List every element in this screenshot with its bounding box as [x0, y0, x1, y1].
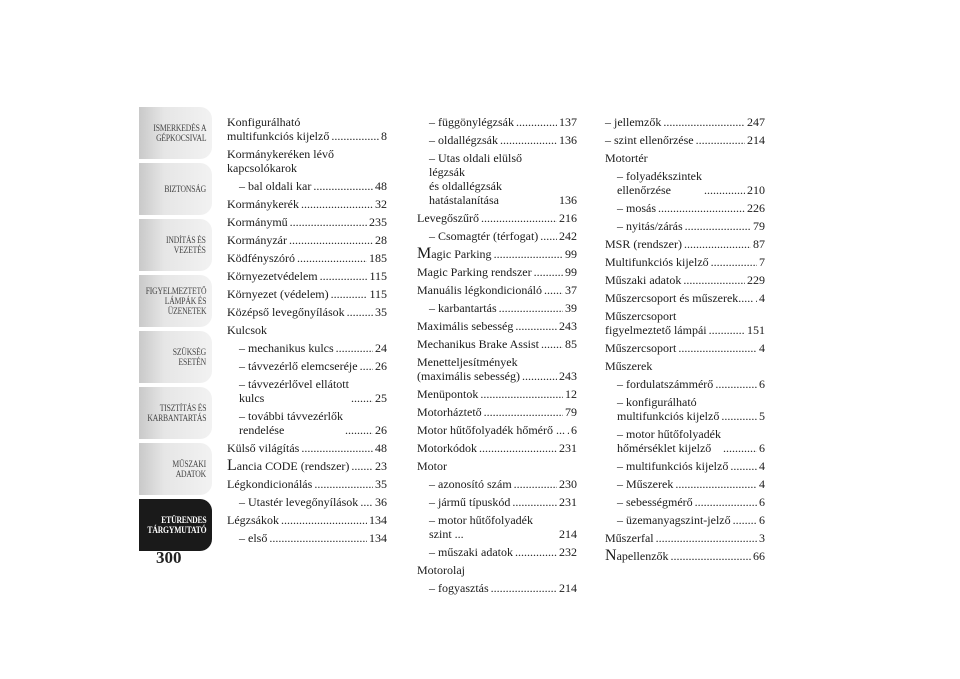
leader-dots: [313, 179, 373, 193]
index-entry: [417, 283, 577, 297]
leader-dots: [656, 531, 757, 545]
index-page-ref[interactable]: 6: [759, 495, 765, 509]
index-page-ref[interactable]: 36: [375, 495, 387, 509]
index-column-1: [227, 115, 387, 549]
leader-dots: [709, 323, 745, 337]
index-page-ref[interactable]: 136: [559, 193, 577, 207]
index-entry: [417, 581, 577, 595]
index-entry: [417, 319, 577, 333]
index-term: – távvezérlővel ellátott kulcs: [239, 377, 349, 405]
index-entry: [227, 409, 387, 437]
index-term: – Műszerek: [617, 477, 674, 491]
index-term: Külső világítás: [227, 441, 300, 455]
index-page-ref[interactable]: 6: [571, 423, 577, 437]
index-term: – nyitás/zárás: [617, 219, 683, 233]
leader-dots: [541, 337, 563, 351]
index-entry: [605, 531, 765, 545]
index-page-ref[interactable]: 26: [375, 359, 387, 373]
leader-dots: [544, 283, 563, 297]
index-entry: [417, 337, 577, 351]
index-term: Környezet (védelem): [227, 287, 329, 301]
leader-dots: [514, 477, 557, 491]
index-page-ref[interactable]: 185: [369, 251, 387, 265]
index-column-3: [605, 115, 765, 567]
index-page-ref[interactable]: 7: [759, 255, 765, 269]
leader-dots: [683, 273, 745, 287]
index-entry: [417, 405, 577, 419]
index-entry: [605, 359, 765, 373]
index-entry: [227, 513, 387, 527]
leader-dots: [512, 495, 557, 509]
index-page-ref[interactable]: 232: [559, 545, 577, 559]
index-entry: [417, 563, 577, 577]
index-term: Multifunkciós kijelző: [605, 255, 709, 269]
leader-dots: [351, 459, 373, 473]
index-entry: [417, 513, 577, 541]
index-page-ref[interactable]: 134: [369, 513, 387, 527]
index-entry: [227, 305, 387, 319]
leader-dots: [671, 549, 751, 563]
index-entry: [605, 133, 765, 147]
index-term: – mechanikus kulcs: [239, 341, 334, 355]
index-term: Kormányzár: [227, 233, 287, 247]
leader-dots: [314, 477, 373, 491]
index-page-ref[interactable]: 243: [559, 369, 577, 383]
index-term: Műszerek: [605, 359, 653, 373]
index-entry: [227, 233, 387, 247]
index-term: Motorolaj: [417, 563, 465, 577]
index-page-ref[interactable]: 216: [559, 211, 577, 225]
chapter-tab-label: FIGYELMEZTETŐ LÁMPÁK ÉS ÜZENETEK: [145, 286, 206, 316]
leader-dots: [336, 341, 373, 355]
leader-dots: [494, 247, 563, 261]
index-page-ref[interactable]: 35: [375, 477, 387, 491]
index-column-2: [417, 115, 577, 599]
index-page-ref[interactable]: 85: [565, 337, 577, 351]
index-term: – fogyasztás: [429, 581, 489, 595]
index-term: – jellemzők: [605, 115, 662, 129]
leader-dots: [516, 115, 557, 129]
leader-dots: [515, 545, 557, 559]
chapter-tab[interactable]: [139, 163, 212, 215]
index-page-ref[interactable]: 35: [375, 305, 387, 319]
index-page-ref[interactable]: 79: [753, 219, 765, 233]
index-page-ref[interactable]: 235: [369, 215, 387, 229]
leader-dots: [499, 301, 563, 315]
index-page-ref[interactable]: 48: [375, 441, 387, 455]
index-entry: [227, 147, 387, 175]
index-page-ref[interactable]: 137: [559, 115, 577, 129]
index-page-ref[interactable]: 8: [381, 129, 387, 143]
leader-dots: [704, 183, 745, 197]
index-term: – sebességmérő: [617, 495, 693, 509]
index-page-ref[interactable]: 79: [565, 405, 577, 419]
index-page-ref[interactable]: 243: [559, 319, 577, 333]
index-term: – bal oldali kar: [239, 179, 312, 193]
index-entry: [417, 387, 577, 401]
index-entry: [605, 237, 765, 251]
index-page-ref[interactable]: 210: [747, 183, 765, 197]
leader-dots: [345, 423, 373, 437]
chapter-tab[interactable]: [139, 107, 212, 159]
index-term: Középső levegőnyílások: [227, 305, 345, 319]
index-page-ref[interactable]: 4: [759, 477, 765, 491]
leader-dots: [515, 319, 557, 333]
leader-dots: [696, 133, 745, 147]
index-page-ref[interactable]: 4: [759, 291, 765, 305]
chapter-tab-label: ISMERKEDÉS A GÉPKOCSIVAL: [152, 123, 206, 143]
index-entry: [605, 549, 765, 563]
index-term: Manuális légkondicionáló: [417, 283, 542, 297]
index-page-ref[interactable]: 99: [565, 247, 577, 261]
leader-dots: [658, 201, 745, 215]
leader-dots: [491, 581, 557, 595]
chapter-tab-label: ETŰRENDES TÁRGYMUTATÓ: [146, 515, 206, 535]
leader-dots: [567, 423, 569, 437]
index-page-ref[interactable]: 4: [759, 341, 765, 355]
index-term: Motor hűtőfolyadék hőmérő ...: [417, 423, 565, 437]
index-entry: [417, 247, 577, 261]
chapter-tab[interactable]: [139, 387, 212, 439]
leader-dots: [695, 495, 757, 509]
index-page-ref[interactable]: 48: [375, 179, 387, 193]
index-term: Műszerfal: [605, 531, 654, 545]
index-page-ref[interactable]: 151: [747, 323, 765, 337]
index-page-ref[interactable]: 28: [375, 233, 387, 247]
chapter-tab[interactable]: [139, 331, 212, 383]
leader-dots: [481, 211, 557, 225]
index-entry: [417, 151, 577, 207]
index-term: Menetteljesítmények (maximális sebesség): [417, 355, 520, 383]
index-entry: [605, 377, 765, 391]
index-page-ref[interactable]: 3: [759, 531, 765, 545]
index-entry: [227, 323, 387, 337]
index-page-ref[interactable]: 6: [759, 513, 765, 527]
index-page-ref[interactable]: 134: [369, 531, 387, 545]
index-entry: [227, 531, 387, 545]
index-term: Mechanikus Brake Assist: [417, 337, 539, 351]
index-entry: [605, 395, 765, 423]
index-page-ref[interactable]: 26: [375, 423, 387, 437]
index-page-ref[interactable]: 25: [375, 391, 387, 405]
index-page-ref[interactable]: 32: [375, 197, 387, 211]
chapter-tab-label: BIZTONSÁG: [164, 184, 206, 194]
index-page-ref[interactable]: 5: [759, 409, 765, 423]
leader-dots: [715, 377, 757, 391]
index-term: – Csomagtér (térfogat): [429, 229, 539, 243]
index-entry: [227, 441, 387, 455]
index-entry: [227, 495, 387, 509]
leader-dots: [290, 215, 367, 229]
leader-dots: [331, 129, 379, 143]
leader-dots: [675, 477, 757, 491]
index-term: – fordulatszámmérő: [617, 377, 714, 391]
index-term: – karbantartás: [429, 301, 497, 315]
index-term: – függönylégzsák: [429, 115, 514, 129]
index-term: Műszercsoport és műszerek.....: [605, 291, 754, 305]
index-term: Levegőszűrő: [417, 211, 479, 225]
leader-dots: [301, 197, 373, 211]
index-entry: [605, 513, 765, 527]
index-entry: [417, 133, 577, 147]
leader-dots: [269, 531, 367, 545]
leader-dots: [480, 387, 563, 401]
leader-dots: [360, 495, 373, 509]
index-term: Környezetvédelem: [227, 269, 318, 283]
index-term: – jármű típuskód: [429, 495, 511, 509]
chapter-tab-label: MŰSZAKI ADATOK: [172, 459, 206, 479]
index-term: Motorháztető: [417, 405, 482, 419]
chapter-tab[interactable]: [139, 499, 212, 551]
index-term: – üzemanyagszint-jelző: [617, 513, 731, 527]
index-page-ref[interactable]: 242: [559, 229, 577, 243]
index-entry: [417, 301, 577, 315]
index-term: Maximális sebesség: [417, 319, 514, 333]
index-entry: [227, 287, 387, 301]
leader-dots: [347, 305, 373, 319]
index-entry: [605, 477, 765, 491]
leader-dots: [331, 287, 368, 301]
index-term: Konfigurálható multifunkciós kijelző: [227, 115, 330, 143]
index-entry: [227, 359, 387, 373]
index-term: – további távvezérlők rendelése: [239, 409, 343, 437]
leader-dots: [685, 219, 751, 233]
index-page-ref[interactable]: 247: [747, 115, 765, 129]
chapter-tab[interactable]: [139, 275, 212, 327]
index-entry: [605, 291, 765, 305]
index-page-ref[interactable]: 87: [753, 237, 765, 251]
leader-dots: [360, 359, 373, 373]
index-term: Kulcsok: [227, 323, 267, 337]
leader-dots: [522, 369, 557, 383]
index-page-ref[interactable]: 39: [565, 301, 577, 315]
index-entry: [417, 459, 577, 473]
index-term: Műszaki adatok: [605, 273, 682, 287]
index-term: MSR (rendszer): [605, 237, 682, 251]
leader-dots: [733, 513, 757, 527]
index-page-ref[interactable]: 66: [753, 549, 765, 563]
index-term: – műszaki adatok: [429, 545, 513, 559]
index-term: Menüpontok: [417, 387, 479, 401]
index-page-ref[interactable]: 24: [375, 341, 387, 355]
leader-dots: [663, 115, 745, 129]
chapter-tab[interactable]: [139, 219, 212, 271]
index-term: Lancia CODE (rendszer): [227, 457, 350, 474]
leader-dots: [721, 409, 757, 423]
leader-dots: [320, 269, 368, 283]
index-page-ref[interactable]: 99: [565, 265, 577, 279]
index-entry: [227, 477, 387, 491]
index-term: – motor hűtőfolyadék hőmérséklet kijelző: [617, 427, 721, 455]
index-page-ref[interactable]: 12: [565, 387, 577, 401]
index-term: – Utas oldali elülső légzsák és oldallégzsák hatástalanítása: [429, 151, 522, 207]
index-term: Ködfényszóró: [227, 251, 295, 265]
index-entry: [605, 341, 765, 355]
index-page-ref[interactable]: 23: [375, 459, 387, 473]
index-page-ref[interactable]: 6: [759, 377, 765, 391]
index-term: Kormánykerék: [227, 197, 299, 211]
index-page-ref[interactable]: 6: [759, 441, 765, 455]
index-entry: [417, 229, 577, 243]
index-page-ref[interactable]: 214: [559, 527, 577, 541]
index-page-ref[interactable]: 214: [559, 581, 577, 595]
index-entry: [605, 309, 765, 337]
index-entry: [417, 441, 577, 455]
index-term: Kormánymű: [227, 215, 288, 229]
index-term: Magic Parking: [417, 245, 492, 262]
index-term: – első: [239, 531, 268, 545]
leader-dots: [540, 229, 557, 243]
index-page-ref[interactable]: 115: [369, 269, 387, 283]
index-page-ref[interactable]: 231: [559, 495, 577, 509]
index-page-ref[interactable]: 229: [747, 273, 765, 287]
index-term: Napellenzők: [605, 547, 669, 564]
index-entry: [605, 459, 765, 473]
index-entry: [605, 151, 765, 165]
chapter-tab-label: SZÜKSÉG ESETÉN: [172, 347, 206, 367]
index-term: Légzsákok: [227, 513, 279, 527]
index-page-ref[interactable]: 37: [565, 283, 577, 297]
index-page-ref[interactable]: 115: [369, 287, 387, 301]
index-entry: [227, 341, 387, 355]
index-term: Kormánykeréken lévő kapcsolókarok: [227, 147, 334, 175]
leader-dots: [479, 441, 557, 455]
index-entry: [417, 265, 577, 279]
page-number: 300: [156, 548, 182, 567]
index-term: Motor: [417, 459, 447, 473]
index-entry: [417, 211, 577, 225]
index-term: Motortér: [605, 151, 648, 165]
index-term: – mosás: [617, 201, 656, 215]
index-page-ref[interactable]: 214: [747, 133, 765, 147]
index-entry: [417, 495, 577, 509]
index-page-ref[interactable]: 230: [559, 477, 577, 491]
leader-dots: [534, 265, 563, 279]
index-entry: [605, 273, 765, 287]
index-term: – multifunkciós kijelző: [617, 459, 729, 473]
index-entry: [227, 197, 387, 211]
index-entry: [227, 459, 387, 473]
index-term: – konfigurálható multifunkciós kijelző: [617, 395, 720, 423]
index-entry: [605, 169, 765, 197]
index-page-ref[interactable]: 4: [759, 459, 765, 473]
index-entry: [417, 355, 577, 383]
leader-dots: [301, 441, 373, 455]
index-page-ref[interactable]: 226: [747, 201, 765, 215]
index-entry: [227, 251, 387, 265]
leader-dots: [297, 251, 367, 265]
chapter-tab-label: TISZTÍTÁS ÉS KARBANTARTÁS: [147, 403, 206, 423]
leader-dots: [484, 405, 563, 419]
index-entry: [605, 219, 765, 233]
leader-dots: [500, 133, 557, 147]
chapter-sidebar: [139, 107, 212, 555]
index-term: – folyadékszintek ellenőrzése: [617, 169, 702, 197]
index-entry: [227, 377, 387, 405]
leader-dots: [730, 459, 757, 473]
index-term: – Utastér levegőnyílások: [239, 495, 359, 509]
index-entry: [605, 115, 765, 129]
leader-dots: [289, 233, 373, 247]
leader-dots: [351, 391, 373, 405]
index-term: Légkondicionálás: [227, 477, 313, 491]
leader-dots: [755, 291, 757, 305]
index-entry: [417, 423, 577, 437]
index-term: Magic Parking rendszer: [417, 265, 532, 279]
index-term: Műszercsoport: [605, 341, 677, 355]
index-term: – szint ellenőrzése: [605, 133, 694, 147]
index-entry: [227, 215, 387, 229]
chapter-tab-label: INDÍTÁS ÉS VEZETÉS: [166, 235, 206, 255]
leader-dots: [684, 237, 751, 251]
index-term: – oldallégzsák: [429, 133, 498, 147]
index-entry: [605, 495, 765, 509]
index-term: Műszercsoport figyelmeztető lámpái: [605, 309, 707, 337]
leader-dots: [281, 513, 367, 527]
leader-dots: [678, 341, 757, 355]
index-entry: [417, 545, 577, 559]
index-term: – azonosító szám: [429, 477, 512, 491]
chapter-tab[interactable]: [139, 443, 212, 495]
index-term: – távvezérlő elemcseréje: [239, 359, 358, 373]
index-page-ref[interactable]: 136: [559, 133, 577, 147]
index-entry: [605, 201, 765, 215]
index-entry: [605, 427, 765, 455]
leader-dots: [723, 441, 757, 455]
leader-dots: [711, 255, 757, 269]
index-entry: [605, 255, 765, 269]
index-entry: [417, 477, 577, 491]
index-entry: [227, 269, 387, 283]
index-term: Motorkódok: [417, 441, 477, 455]
index-entry: [227, 179, 387, 193]
index-term: – motor hűtőfolyadék szint ...: [429, 513, 533, 541]
index-entry: [417, 115, 577, 129]
index-page-ref[interactable]: 231: [559, 441, 577, 455]
index-entry: [227, 115, 387, 143]
